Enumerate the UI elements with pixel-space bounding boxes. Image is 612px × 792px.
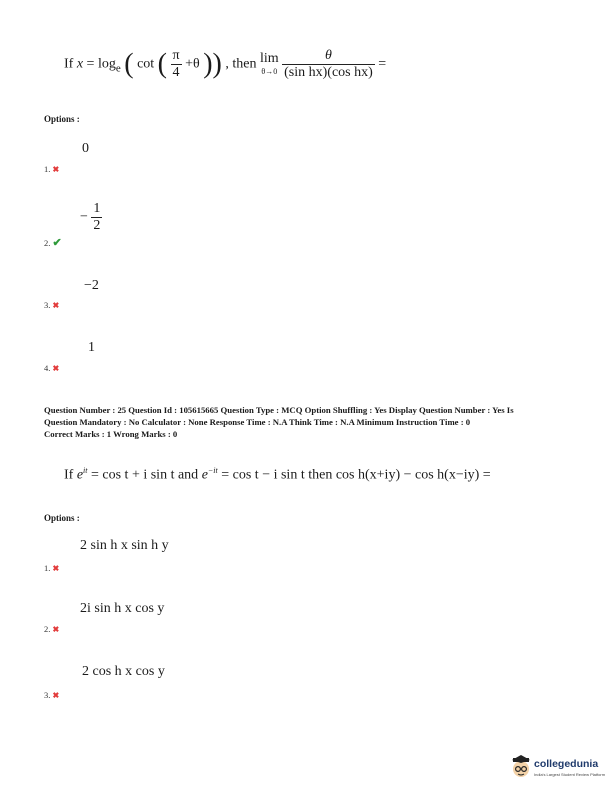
- q1-option2-value: − $\frac{1}{2}$: [80, 201, 101, 233]
- cross-icon: ✖: [52, 564, 60, 573]
- stem-limit: lim θ→0: [259, 50, 279, 76]
- check-icon: ✔: [52, 237, 62, 249]
- stem-cot: cot: [137, 56, 155, 72]
- stem-then: , then: [225, 56, 257, 72]
- meta-line-2: Question Mandatory : No Calculator : None Response Time : N.A Think Time : N.A Minimum Instruction Time : 0: [44, 417, 471, 427]
- q2-option1-value: 2 sin h x sin h y: [80, 538, 169, 553]
- q1-option1-value: 0: [82, 141, 89, 156]
- q2-option3-label: 3. ✖: [44, 690, 60, 700]
- options-label-q1: Options :: [44, 114, 80, 124]
- meta-line-3: Correct Marks : 1 Wrong Marks : 0: [44, 429, 178, 439]
- q2-option1-label: 1. ✖: [44, 563, 60, 573]
- question1-stem: If $x = \log_e$ ( cot ( $\frac{\pi}{4}$ +θ )) , then lim θ→0 $\frac{\theta}{\text{(sin hx)(cos hx)}}$ =: [64, 48, 387, 80]
- collegedunia-logo: [510, 752, 610, 786]
- stem-variable-x: x: [76, 56, 84, 72]
- question2-stem: If $e^{it} = \cos t + i$ sin t and $e^{-it} = \cos t - i$ sin t then cos h(x+iy) − cos h(x−iy) =: [64, 466, 491, 483]
- stem-if: If: [64, 56, 74, 72]
- cross-icon: ✖: [52, 165, 60, 174]
- mascot-icon: [510, 754, 532, 780]
- q2-option3-value: 2 cos h x cos y: [82, 664, 165, 679]
- q1-option3-label: 3. ✖: [44, 300, 60, 310]
- stem-end-equals: =: [378, 56, 387, 72]
- q1-option4-label: 4. ✖: [44, 363, 60, 373]
- q1-option2-label: 2. ✔: [44, 237, 62, 249]
- cross-icon: ✖: [52, 691, 60, 700]
- logo-name: collegedunia: [534, 758, 599, 770]
- q1-option3-value: −2: [84, 278, 99, 293]
- cross-icon: ✖: [52, 301, 60, 310]
- meta-line-1: Question Number : 25 Question Id : 105615665 Question Type : MCQ Option Shuffling : Yes Display Question Number : Yes Is: [44, 405, 514, 415]
- stem-log: log: [97, 56, 116, 72]
- stem-limit-fraction: $\frac{\theta}{\text{(sin hx)(cos hx)}}$: [284, 48, 373, 80]
- stem-equals: =: [86, 56, 95, 72]
- q2-option2-label: 2. ✖: [44, 624, 60, 634]
- cross-icon: ✖: [52, 364, 60, 373]
- q1-option4-value: 1: [88, 340, 95, 355]
- logo-tagline: India's Largest Student Review Platform: [534, 772, 606, 777]
- cross-icon: ✖: [52, 625, 60, 634]
- options-label-q2: Options :: [44, 513, 80, 523]
- q1-option1-label: 1. ✖: [44, 164, 60, 174]
- q2-option2-value: 2i sin h x cos y: [80, 601, 165, 616]
- question2-metadata: [44, 404, 604, 440]
- stem-pi-over-four: $\frac{\pi}{4}$: [172, 48, 180, 80]
- stem-plus-theta: +θ: [185, 56, 200, 72]
- stem-log-base: e: [115, 62, 121, 75]
